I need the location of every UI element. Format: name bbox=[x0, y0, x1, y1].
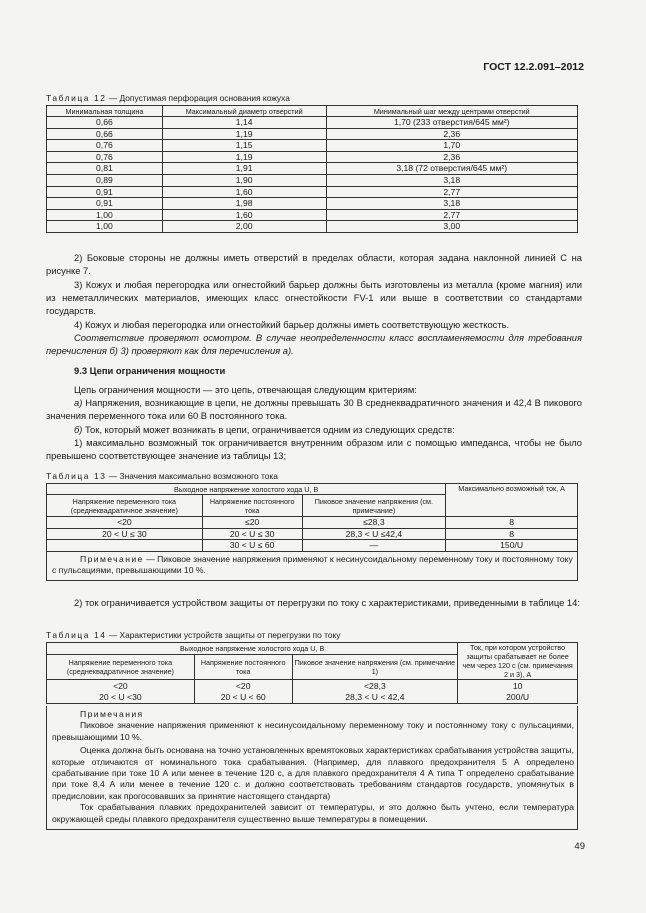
table14-cell-value: 200/U bbox=[506, 691, 530, 702]
table12-cell: 1,00 bbox=[47, 209, 163, 221]
table14-cell-value: 10 bbox=[512, 680, 523, 691]
table13-caption-text: — Значения максимально возможного тока bbox=[106, 471, 278, 481]
table14-cell bbox=[194, 680, 292, 704]
table12-cell: 1,14 bbox=[162, 117, 326, 129]
table13-cell: 30 < U ≤ 60 bbox=[202, 540, 302, 552]
criterion-b-1 bbox=[46, 436, 582, 462]
table12-cell: 0,76 bbox=[47, 151, 163, 163]
table14-caption-prefix: Таблица 14 bbox=[46, 630, 107, 640]
table13-note-label: Примечание bbox=[80, 554, 144, 564]
table12-row bbox=[47, 198, 578, 210]
item-2-text: 2) Боковые стороны не должны иметь отверстий в пределах области, которая задана наклонной линией C на рисунке 7. bbox=[46, 252, 582, 277]
item-2-current-text: 2) ток ограничивается устройством защиты от перегрузки по току с характеристиками, приведенными в таблице 14: bbox=[74, 597, 580, 608]
table12-caption-prefix: Таблица 12 bbox=[46, 93, 107, 103]
table13-max-current-header: Максимально возможный ток, А bbox=[446, 484, 578, 517]
table13-cell bbox=[47, 540, 203, 552]
table12-cell: 1,90 bbox=[162, 174, 326, 186]
compliance-check bbox=[46, 331, 582, 357]
table14-subheader-ac: Напряжение переменного тока (среднеквадратичное значение) bbox=[47, 655, 195, 680]
table12-cell: 0,89 bbox=[47, 174, 163, 186]
table13-caption bbox=[46, 471, 278, 481]
table12-cell: 1,00 bbox=[47, 221, 163, 233]
table12-cell: 3,00 bbox=[326, 221, 578, 233]
table13-cell: <20 bbox=[47, 517, 203, 529]
section-9-3-heading bbox=[46, 364, 582, 377]
table13-row bbox=[47, 540, 578, 552]
table14-trip-current-header: Ток, при котором устройство защиты срабатывает не более чем через 120 с (см. примечания 2 и 3), А bbox=[458, 643, 578, 680]
page-number: 49 bbox=[574, 841, 585, 852]
table12-caption-text: — Допустимая перфорация основания кожуха bbox=[106, 93, 290, 103]
table14-subheader-peak: Пиковое значение напряжения (см. примечание 1) bbox=[292, 655, 458, 680]
table14-cell-value: 20 < U <30 bbox=[99, 691, 142, 702]
table13-cell: 20 < U ≤ 30 bbox=[47, 528, 203, 540]
table14-note-2: Оценка должна быть основана на точно установленных времятоковых характеристиках срабатывания устройства защиты, которые отличаются от номинального тока срабатывания. (Например, для плавкого предохранителя 5 А определено срабатывание при токе 10 А или менее в течение 120 с, а для плавкого предохранителя 4 А типа Т определено срабатывание при токе 8,4 А или менее в течение 120 с. и должно соответствовать требованиям стандартов государств, упомянутых в предисловии, как прогосовавших за принятие настоящего стандарта) bbox=[52, 745, 574, 801]
table13-cell: ≤20 bbox=[202, 517, 302, 529]
table14-note-1: Пиковое значение напряжения применяют к несинусоидальному переменному току и постоянному току с пульсациями, превышающими 10 %. bbox=[52, 720, 574, 742]
standard-number: ГОСТ 12.2.091–2012 bbox=[483, 61, 584, 73]
table14-cell-value: <20 bbox=[113, 680, 128, 691]
table13-cell: — bbox=[302, 540, 446, 552]
table12-cell: 1,60 bbox=[162, 209, 326, 221]
table12-cell: 0,91 bbox=[47, 198, 163, 210]
table12-cell: 2,00 bbox=[162, 221, 326, 233]
table12-cell: 3,18 (72 отверстия/645 мм²) bbox=[326, 163, 578, 175]
table14-notes-label: Примечания bbox=[80, 709, 144, 719]
table12-cell: 1,19 bbox=[162, 128, 326, 140]
table12-cell: 0,66 bbox=[47, 117, 163, 129]
table12-cell: 1,60 bbox=[162, 186, 326, 198]
table12-caption bbox=[46, 93, 290, 103]
table14-cell bbox=[458, 680, 578, 704]
table12-header-pitch: Минимальный шаг между центрами отверстий bbox=[326, 106, 578, 117]
table12-cell: 0,81 bbox=[47, 163, 163, 175]
criterion-b-1-text: 1) максимально возможный ток ограничивается внутренним образом или с помощью импеданса, чтобы не было превышено соответствующее значение из таблицы 13; bbox=[46, 437, 582, 462]
item-3-paragraph bbox=[46, 278, 582, 318]
item-4-text: 4) Кожух и любая перегородка или огнестойкий барьер должны иметь соответствующую жесткость. bbox=[74, 319, 510, 330]
table12-cell: 2,36 bbox=[326, 151, 578, 163]
table12-cell: 1,70 (233 отверстия/645 мм²) bbox=[326, 117, 578, 129]
table12-cell: 3,18 bbox=[326, 198, 578, 210]
table13-cell: 8 bbox=[446, 528, 578, 540]
table13-subheader-ac: Напряжение переменного тока (среднеквадратичное значение) bbox=[47, 495, 203, 517]
item-2-current-paragraph bbox=[46, 596, 582, 609]
table12-row bbox=[47, 163, 578, 175]
table12-cell: 1,70 bbox=[326, 140, 578, 152]
table12-row bbox=[47, 186, 578, 198]
section-9-3-title: 9.3 Цепи ограничения мощности bbox=[74, 365, 226, 376]
table13-subheader-dc: Напряжение постоянного тока bbox=[202, 495, 302, 517]
table12-cell: 3,18 bbox=[326, 174, 578, 186]
table12-row bbox=[47, 209, 578, 221]
table14-note-3: Ток срабатывания плавких предохранителей зависит от температуры, и это должно быть учтено, если температура окружающей среды плавкого предохранителя существенно выше температуры в помещении. bbox=[52, 802, 574, 824]
item-3-text: 3) Кожух и любая перегородка или огнестойкий барьер должны быть изготовлены из металла (кроме магния) или из неметаллических материалов, имеющих класс огнестойкости FV-1 или выше в соответствии со стандартами государств. bbox=[46, 279, 582, 317]
table12-row bbox=[47, 140, 578, 152]
table13-cell: 8 bbox=[446, 517, 578, 529]
table12-cell: 1,15 bbox=[162, 140, 326, 152]
table12-cell: 1,91 bbox=[162, 163, 326, 175]
table12-header-diameter: Максимальный диаметр отверстий bbox=[162, 106, 326, 117]
section-intro bbox=[46, 383, 582, 396]
table12-cell: 2,36 bbox=[326, 128, 578, 140]
compliance-check-text: Соответствие проверяют осмотром. В случае неопределенности класс воспламеняемости для требования перечисления б) 3) проверяют как для перечисления а). bbox=[46, 332, 582, 357]
table13 bbox=[46, 483, 578, 552]
table14-cell-value: 20 < U < 60 bbox=[220, 691, 266, 702]
table13-note-text: — Пиковое значение напряжения применяют к несинусоидальному переменному току и постоянному току с пульсациями, превышающими 10 %. bbox=[52, 554, 573, 576]
table13-cell: 150/U bbox=[446, 540, 578, 552]
table12-cell: 2,77 bbox=[326, 209, 578, 221]
table12-cell: 0,66 bbox=[47, 128, 163, 140]
table13-row bbox=[47, 528, 578, 540]
table12-header-thickness: Минимальная толщина bbox=[47, 106, 163, 117]
criterion-a-text: Напряжения, возникающие в цепи, не должны превышать 30 В среднеквадратичного значения и 42,4 В пикового значения переменного тока или 60 В постоянного тока. bbox=[46, 397, 582, 422]
table13-row bbox=[47, 517, 578, 529]
item-2-paragraph bbox=[46, 251, 582, 277]
table14-caption bbox=[46, 630, 340, 640]
table14 bbox=[46, 642, 578, 704]
table12-row bbox=[47, 151, 578, 163]
criterion-b bbox=[46, 423, 582, 436]
table12-cell: 0,91 bbox=[47, 186, 163, 198]
table12 bbox=[46, 105, 578, 233]
table12-cell: 2,77 bbox=[326, 186, 578, 198]
table12-cell: 1,98 bbox=[162, 198, 326, 210]
table14-cell bbox=[292, 680, 458, 704]
table12-row bbox=[47, 174, 578, 186]
table14-cell-value: 28,3 < U < 42,4 bbox=[345, 691, 405, 702]
criterion-a-label: а) bbox=[74, 397, 83, 408]
table12-cell: 1,19 bbox=[162, 151, 326, 163]
table14-cell bbox=[47, 680, 195, 704]
criterion-b-text: Ток, который может возникать в цепи, ограничивается одним из следующих средств: bbox=[82, 424, 455, 435]
table14-group-header: Выходное напряжение холостого хода U, В bbox=[47, 643, 458, 655]
table13-note bbox=[46, 551, 578, 581]
table12-row bbox=[47, 221, 578, 233]
table14-cell-value: <20 bbox=[235, 680, 251, 691]
table12-row bbox=[47, 117, 578, 129]
table13-cell: ≤28,3 bbox=[302, 517, 446, 529]
section-intro-text: Цепь ограничения мощности — это цепь, отвечающая следующим критериям: bbox=[74, 384, 417, 395]
criterion-a bbox=[46, 396, 582, 422]
table14-caption-text: — Характеристики устройств защиты от перегрузки по току bbox=[106, 630, 341, 640]
table14-cell-value: <28,3 bbox=[364, 680, 386, 691]
table13-group-header: Выходное напряжение холостого хода U, В bbox=[47, 484, 446, 495]
table13-subheader-peak: Пиковое значение напряжения (см. примечание) bbox=[302, 495, 446, 517]
table12-cell: 0,76 bbox=[47, 140, 163, 152]
table13-caption-prefix: Таблица 13 bbox=[46, 471, 107, 481]
criterion-b-label: б) bbox=[74, 424, 83, 435]
item-4-paragraph bbox=[46, 318, 582, 331]
table12-row bbox=[47, 128, 578, 140]
table13-cell: 28,3 < U ≤42,4 bbox=[302, 528, 446, 540]
table13-cell: 20 < U ≤ 30 bbox=[202, 528, 302, 540]
table14-notes bbox=[46, 706, 578, 830]
table14-subheader-dc: Напряжение постоянного тока bbox=[194, 655, 292, 680]
table14-row bbox=[47, 680, 578, 704]
